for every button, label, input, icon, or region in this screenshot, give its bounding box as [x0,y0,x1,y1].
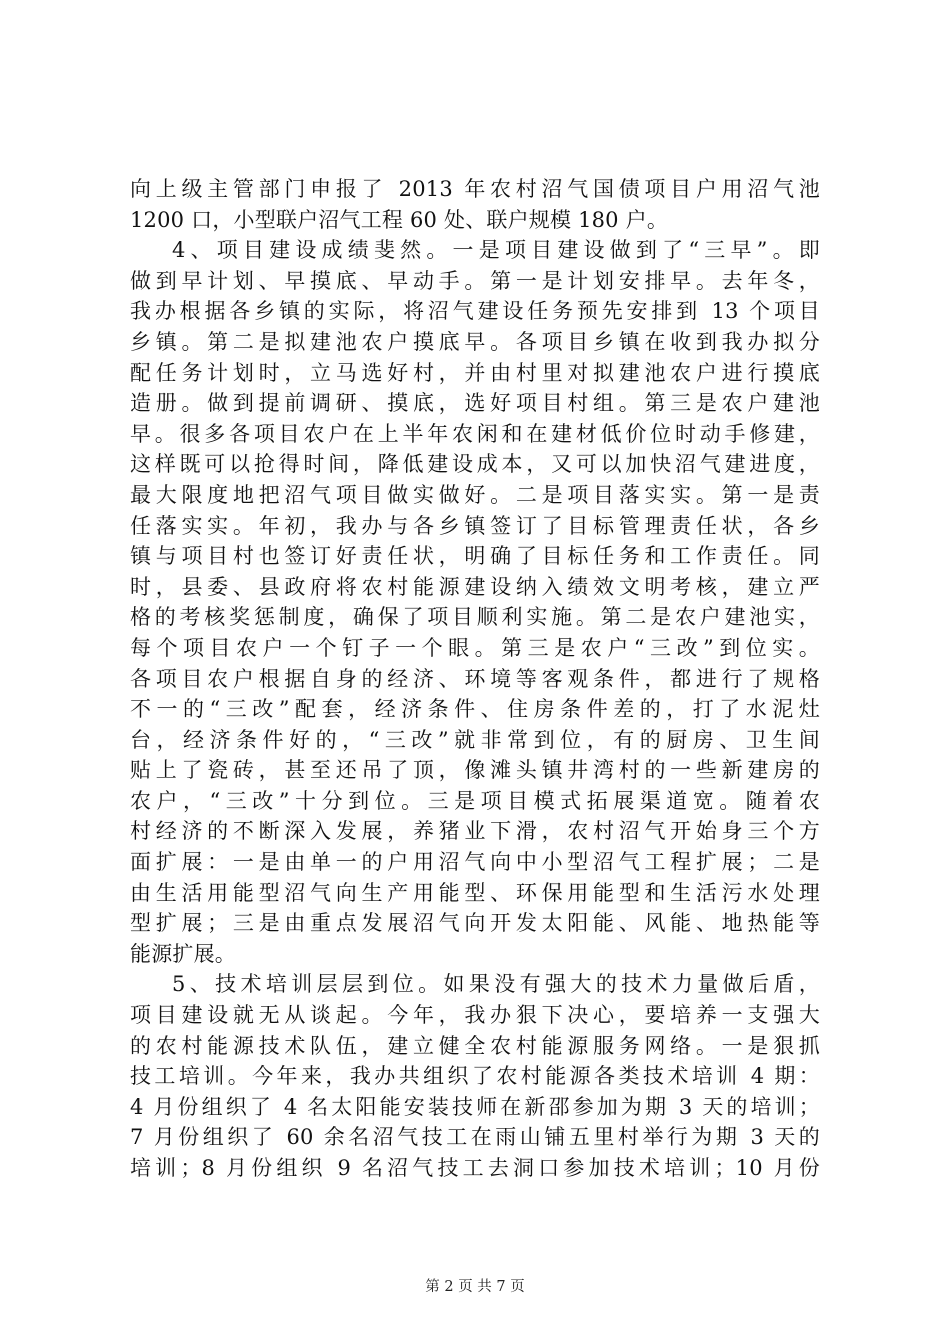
text-line: 5、技术培训层层到位。如果没有强大的技术力量做后盾， [172,972,820,997]
text-line: 4 月份组织了 4 名太阳能安装技师在新邵参加为期 3 天的培训； [130,1094,820,1119]
text-line: 配任务计划时，立马选好村，并由村里对拟建池农户进行摸底 [130,360,820,385]
text-line: 时，县委、县政府将农村能源建设纳入绩效文明考核，建立严 [130,574,820,599]
text-line: 的农村能源技术队伍，建立健全农村能源服务网络。一是狠抓 [130,1033,820,1058]
text-line: 台，经济条件好的，“三改”就非常到位，有的厨房、卫生间 [130,727,820,752]
body-text [130,174,820,1184]
text-line: 做到早计划、早摸底、早动手。第一是计划安排早。去年冬， [130,268,820,293]
text-line: 能源扩展。 [130,941,236,966]
page-footer: 第 2 页 共 7 页 [425,1279,525,1295]
text-line: 乡镇。第二是拟建池农户摸底早。各项目乡镇在收到我办拟分 [130,329,820,354]
text-line: 早。很多各项目农户在上半年农闲和在建材低价位时动手修建， [130,421,820,446]
text-line: 镇与项目村也签订好责任状，明确了目标任务和工作责任。同 [130,544,820,569]
text-line: 技工培训。今年来，我办共组织了农村能源各类技术培训 4 期： [130,1064,820,1089]
text-line: 不一的“三改”配套，经济条件、住房条件差的，打了水泥灶 [130,697,820,722]
text-line: 4、项目建设成绩斐然。一是项目建设做到了“三早”。即 [172,238,820,263]
text-line: 1200 口，小型联户沼气工程 60 处、联户规模 180 户。 [130,207,669,232]
text-line: 由生活用能型沼气向生产用能型、环保用能型和生活污水处理 [130,880,820,905]
text-line: 向上级主管部门申报了 2013 年农村沼气国债项目户用沼气池 [130,177,820,201]
text-line: 造册。做到提前调研、摸底，选好项目村组。第三是农户建池 [130,391,820,416]
text-line: 项目建设就无从谈起。今年，我办狠下决心，要培养一支强大 [130,1003,820,1028]
text-line: 贴上了瓷砖，甚至还吊了顶，像滩头镇井湾村的一些新建房的 [130,758,820,783]
text-line: 农户，“三改”十分到位。三是项目模式拓展渠道宽。随着农 [130,788,820,813]
text-line: 这样既可以抢得时间，降低建设成本，又可以加快沼气建进度， [130,452,820,477]
text-line: 培训；8 月份组织 9 名沼气技工去洞口参加技术培训；10 月份 [130,1156,820,1180]
text-line: 各项目农户根据自身的经济、环境等客观条件，都进行了规格 [130,666,820,691]
text-line: 最大限度地把沼气项目做实做好。二是项目落实实。第一是责 [130,482,820,507]
text-line: 任落实实。年初，我办与各乡镇签订了目标管理责任状，各乡 [130,513,820,538]
text-line: 7 月份组织了 60 余名沼气技工在雨山铺五里村举行为期 3 天的 [130,1125,820,1150]
text-line: 村经济的不断深入发展，养猪业下滑，农村沼气开始身三个方 [130,819,820,844]
text-line: 面扩展：一是由单一的户用沼气向中小型沼气工程扩展；二是 [130,850,820,875]
text-line: 我办根据各乡镇的实际，将沼气建设任务预先安排到 13 个项目 [130,299,820,324]
text-line: 型扩展；三是由重点发展沼气向开发太阳能、风能、地热能等 [130,911,820,936]
text-line: 格的考核奖惩制度，确保了项目顺利实施。第二是农户建池实， [130,605,820,630]
text-line: 每个项目农户一个钉子一个眼。第三是农户“三改”到位实。 [130,635,820,660]
